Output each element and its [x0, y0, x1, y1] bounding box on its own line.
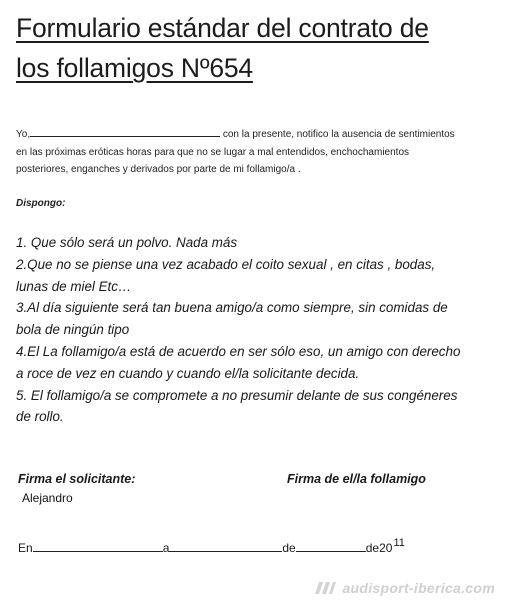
yo-label: Yo,: [16, 129, 31, 140]
clause-1: [16, 232, 496, 254]
clause-1-line-1: 1. Que sólo será un polvo. Nada más: [16, 235, 238, 250]
clause-2-line-2: lunas de miel Etc…: [16, 278, 132, 294]
year-value: 11: [393, 537, 405, 549]
clause-2: [16, 254, 496, 298]
title-line-2: los follamigos Nº654: [16, 53, 253, 83]
signer-name: Alejandro: [22, 491, 73, 505]
follamigo-signature-label: Firma de el/la follamigo: [287, 472, 426, 486]
clause-5-line-1: 5. El follamigo/a se compromete a no presumir delante de sus congéneres: [16, 387, 458, 403]
de20-label: de20: [365, 541, 393, 555]
a-label: a: [162, 541, 170, 555]
watermark-logo-icon: [312, 581, 336, 595]
de-label: de: [282, 541, 296, 555]
title-line-1: Formulario estándar del contrato de: [16, 13, 429, 43]
month-blank: [296, 540, 366, 552]
clause-2-line-1: 2.Que no se piense una vez acabado el coito sexual , en citas , bodas,: [16, 256, 436, 272]
clause-4-line-2: a roce de vez en cuando y cuando el/la solicitante decida.: [16, 365, 360, 381]
clause-4: [16, 341, 496, 385]
intro-line-2: en las próximas eróticas horas para que no se lugar a mal entendidos, enchochamientos: [16, 146, 410, 158]
intro-paragraph: [16, 126, 494, 179]
intro-line-3: posteriores, enganches y derivados por parte de mi follamigo/a .: [16, 164, 301, 175]
applicant-signature-label: Firma el solicitante:: [18, 472, 136, 486]
clause-5-line-2: de rollo.: [16, 409, 64, 425]
day-blank: [169, 540, 282, 552]
clause-3-line-1: 3.Al día siguiente será tan buena amigo/a como siempre, sin comidas de: [16, 300, 448, 316]
en-label: En: [18, 541, 33, 555]
place-blank: [33, 540, 163, 552]
clause-3-line-2: bola de ningún tipo: [16, 322, 130, 338]
date-place-line: [18, 537, 405, 555]
document-title: [16, 8, 496, 88]
clause-5: [16, 385, 496, 429]
dispongo-heading: Dispongo:: [16, 198, 66, 209]
clause-3: [16, 297, 496, 341]
watermark-text: audisport-iberica.com: [342, 580, 495, 596]
name-blank: [30, 126, 220, 137]
intro-text-1: con la presente, notifico la ausencia de sentimientos: [222, 129, 455, 140]
clause-4-line-1: 4.El La follamigo/a está de acuerdo en ser sólo eso, un amigo con derecho: [16, 343, 461, 359]
intro-line-1: [16, 126, 494, 144]
watermark: [312, 580, 495, 596]
clause-list: [16, 232, 496, 428]
